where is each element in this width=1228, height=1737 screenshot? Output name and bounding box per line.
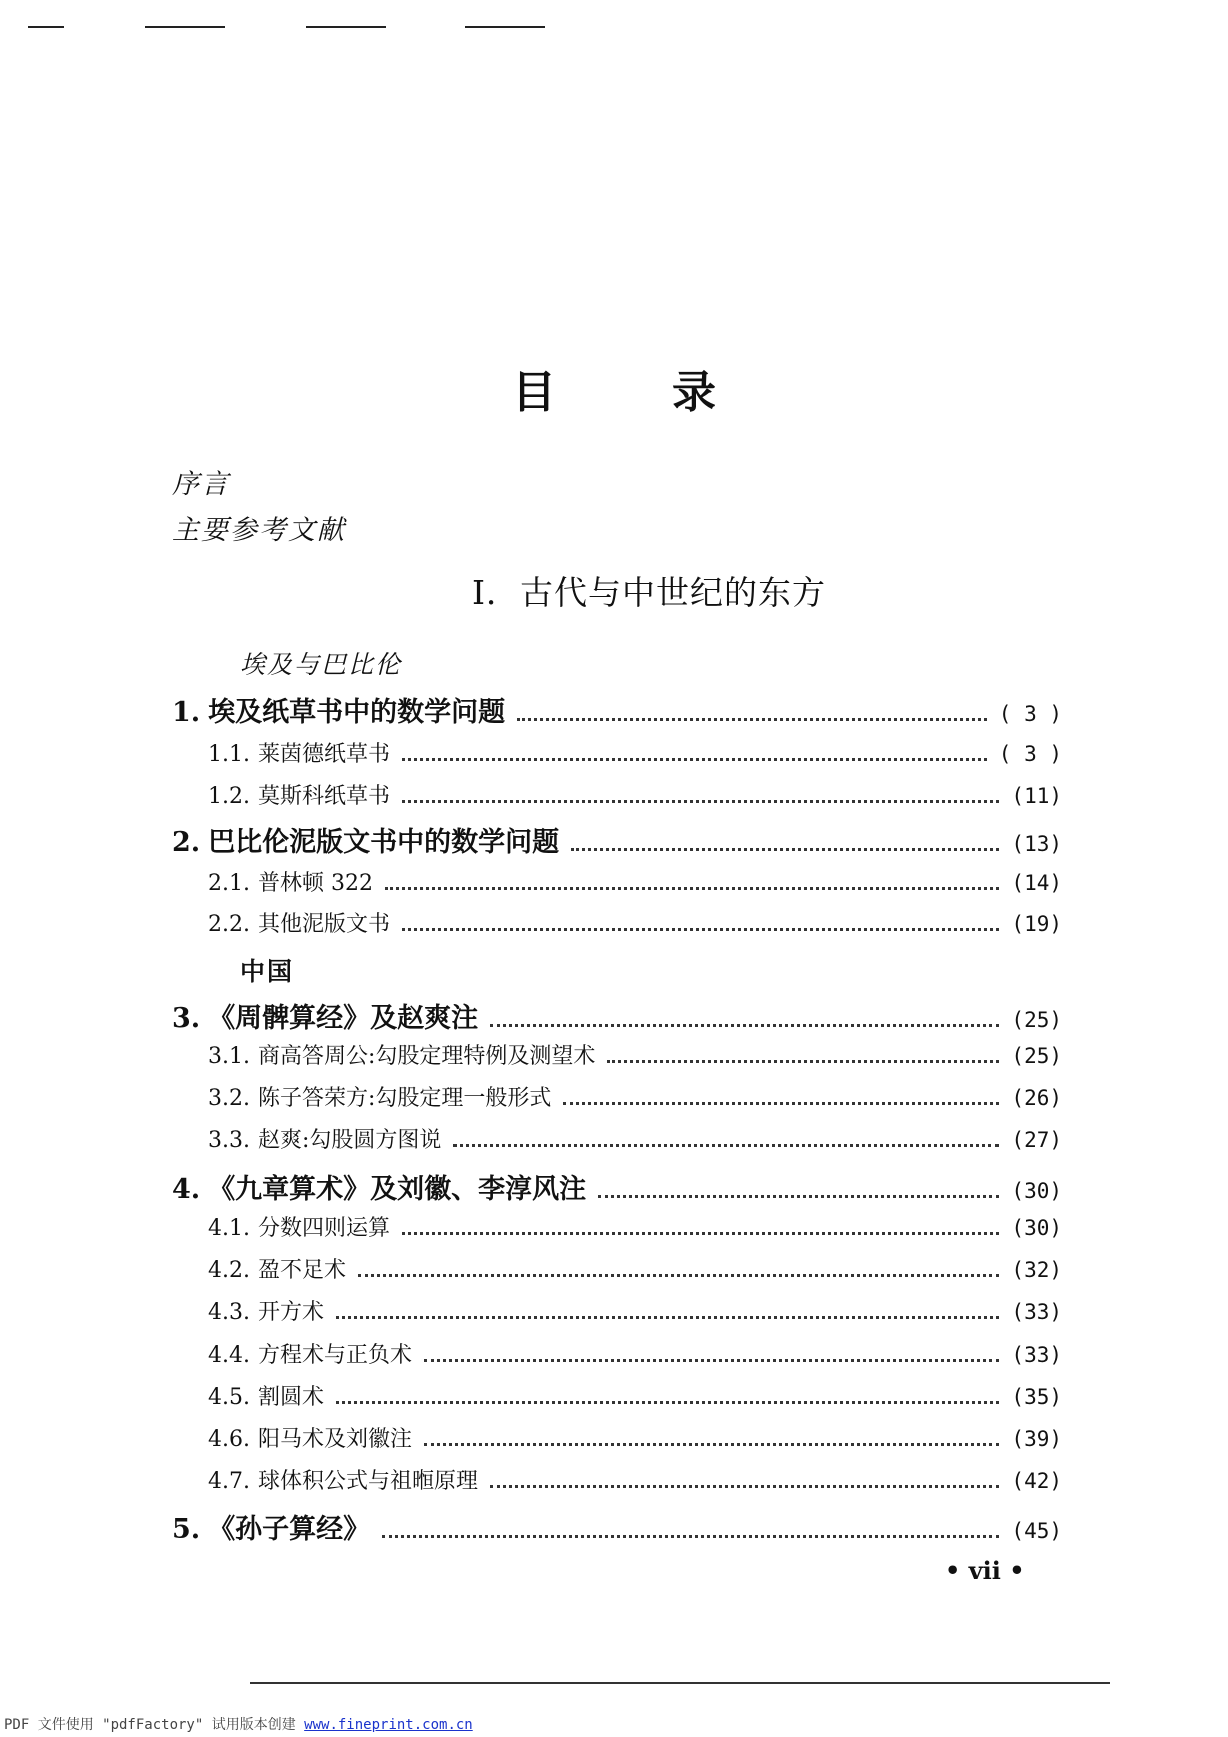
toc-entry[interactable]	[208, 907, 1062, 938]
top-rule	[145, 26, 225, 28]
toc-number: 4.7.	[208, 1469, 250, 1494]
toc-title: 巴比伦泥版文书中的数学问题	[208, 827, 560, 858]
toc-title: 《九章算术》及刘徽、李淳风注	[208, 1174, 587, 1205]
page-title-left: 目	[512, 367, 556, 418]
toc-page: (25)	[1011, 1008, 1062, 1032]
dot-leader	[382, 1535, 999, 1538]
front-matter-preface[interactable]: 序言	[172, 469, 230, 500]
dot-leader	[402, 928, 999, 931]
top-rule	[465, 26, 545, 28]
pdf-footer	[4, 1714, 473, 1734]
toc-entry[interactable]	[172, 690, 1062, 729]
toc-number: 4.5.	[208, 1385, 250, 1410]
toc-number: 2.1.	[208, 871, 250, 896]
toc-entry[interactable]	[208, 737, 1062, 768]
toc-title: 商高答周公:勾股定理特例及测望术	[257, 1044, 596, 1069]
toc-number: 2.	[172, 827, 201, 858]
dot-leader	[336, 1401, 999, 1404]
toc-entry[interactable]	[172, 1167, 1062, 1206]
toc-title: 开方术	[257, 1300, 324, 1325]
top-rule	[306, 26, 386, 28]
toc-number: 5.	[172, 1514, 201, 1545]
footer-text: PDF 文件使用 "pdfFactory" 试用版本创建	[4, 1717, 296, 1733]
toc-page: (13)	[1011, 832, 1062, 856]
dot-leader	[571, 848, 999, 851]
toc-page: (27)	[1011, 1128, 1062, 1152]
toc-page: (25)	[1011, 1044, 1062, 1068]
page-title-right: 录	[672, 367, 716, 418]
toc-page: ( 3 )	[998, 702, 1062, 726]
toc-page: (30)	[1011, 1216, 1062, 1240]
toc-title: 陈子答荣方:勾股定理一般形式	[257, 1086, 552, 1111]
toc-number: 3.	[172, 1003, 201, 1034]
toc-title: 球体积公式与祖暅原理	[257, 1469, 478, 1494]
dot-leader	[424, 1443, 999, 1446]
toc-title: 分数四则运算	[257, 1216, 390, 1241]
toc-entry[interactable]	[208, 866, 1062, 897]
toc-number: 1.2.	[208, 784, 250, 809]
toc-page: (30)	[1011, 1179, 1062, 1203]
toc-title: 赵爽:勾股圆方图说	[257, 1128, 442, 1153]
toc-entry[interactable]	[208, 1039, 1062, 1070]
toc-number: 4.	[172, 1174, 201, 1205]
toc-title: 阳马术及刘徽注	[257, 1427, 412, 1452]
toc-entry[interactable]	[208, 1295, 1062, 1326]
dot-leader	[453, 1144, 999, 1147]
dot-leader	[490, 1485, 999, 1488]
toc-number: 4.4.	[208, 1343, 250, 1368]
toc-page: ( 3 )	[998, 742, 1062, 766]
toc-page: (33)	[1011, 1343, 1062, 1367]
dot-leader	[336, 1316, 999, 1319]
toc-page: (19)	[1011, 912, 1062, 936]
dot-leader	[358, 1274, 999, 1277]
toc-page: (42)	[1011, 1469, 1062, 1493]
toc-number: 4.1.	[208, 1216, 250, 1241]
toc-page: (45)	[1011, 1519, 1062, 1543]
dot-leader	[563, 1102, 999, 1105]
front-matter-references[interactable]: 主要参考文献	[172, 515, 346, 546]
toc-entry[interactable]	[172, 820, 1062, 859]
toc-title: 《孙子算经》	[208, 1514, 371, 1545]
footer-link[interactable]: www.fineprint.com.cn	[304, 1717, 473, 1733]
toc-title: 割圆术	[257, 1385, 324, 1410]
dot-leader	[402, 1232, 999, 1235]
toc-number: 2.2.	[208, 912, 250, 937]
toc-entry[interactable]	[208, 1211, 1062, 1242]
toc-title: 埃及纸草书中的数学问题	[208, 697, 506, 728]
toc-entry[interactable]	[208, 1380, 1062, 1411]
toc-entry[interactable]	[208, 1464, 1062, 1495]
dot-leader	[598, 1195, 999, 1198]
toc-title: 其他泥版文书	[257, 912, 390, 937]
toc-title: 莱茵德纸草书	[257, 742, 390, 767]
page-folio: • vii •	[945, 1556, 1025, 1585]
toc-entry[interactable]	[208, 1338, 1062, 1369]
dot-leader	[607, 1060, 999, 1063]
section-label-china: 中国	[240, 957, 295, 986]
toc-number: 1.1.	[208, 742, 250, 767]
dot-leader	[490, 1024, 999, 1027]
section-label-egypt-babylon: 埃及与巴比伦	[240, 650, 403, 679]
toc-page: (32)	[1011, 1258, 1062, 1282]
toc-page: (33)	[1011, 1300, 1062, 1324]
part-heading: I．古代与中世纪的东方	[471, 573, 827, 612]
toc-title: 莫斯科纸草书	[257, 784, 390, 809]
dot-leader	[424, 1359, 999, 1362]
toc-number: 4.3.	[208, 1300, 250, 1325]
dot-leader	[385, 887, 999, 890]
toc-title: 《周髀算经》及赵爽注	[208, 1003, 479, 1034]
toc-page: (26)	[1011, 1086, 1062, 1110]
toc-entry[interactable]	[208, 1253, 1062, 1284]
toc-page: (39)	[1011, 1427, 1062, 1451]
toc-entry[interactable]	[172, 996, 1062, 1035]
toc-title: 方程术与正负术	[257, 1343, 412, 1368]
toc-entry[interactable]	[172, 1507, 1062, 1546]
toc-page: (35)	[1011, 1385, 1062, 1409]
page-title	[0, 356, 1228, 420]
toc-entry[interactable]	[208, 1081, 1062, 1112]
toc-title: 普林顿 322	[257, 871, 373, 896]
dot-leader	[402, 800, 999, 803]
top-rule	[28, 26, 64, 28]
toc-entry[interactable]	[208, 1123, 1062, 1154]
toc-number: 3.1.	[208, 1044, 250, 1069]
bottom-rule	[250, 1682, 1110, 1684]
toc-page: (14)	[1011, 871, 1062, 895]
toc-number: 4.6.	[208, 1427, 250, 1452]
toc-entry[interactable]	[208, 1422, 1062, 1453]
toc-title: 盈不足术	[257, 1258, 346, 1283]
toc-number: 1.	[172, 697, 201, 728]
toc-number: 4.2.	[208, 1258, 250, 1283]
toc-number: 3.3.	[208, 1128, 250, 1153]
toc-number: 3.2.	[208, 1086, 250, 1111]
toc-page: (11)	[1011, 784, 1062, 808]
dot-leader	[402, 758, 987, 761]
toc-entry[interactable]	[208, 779, 1062, 810]
dot-leader	[517, 718, 987, 721]
